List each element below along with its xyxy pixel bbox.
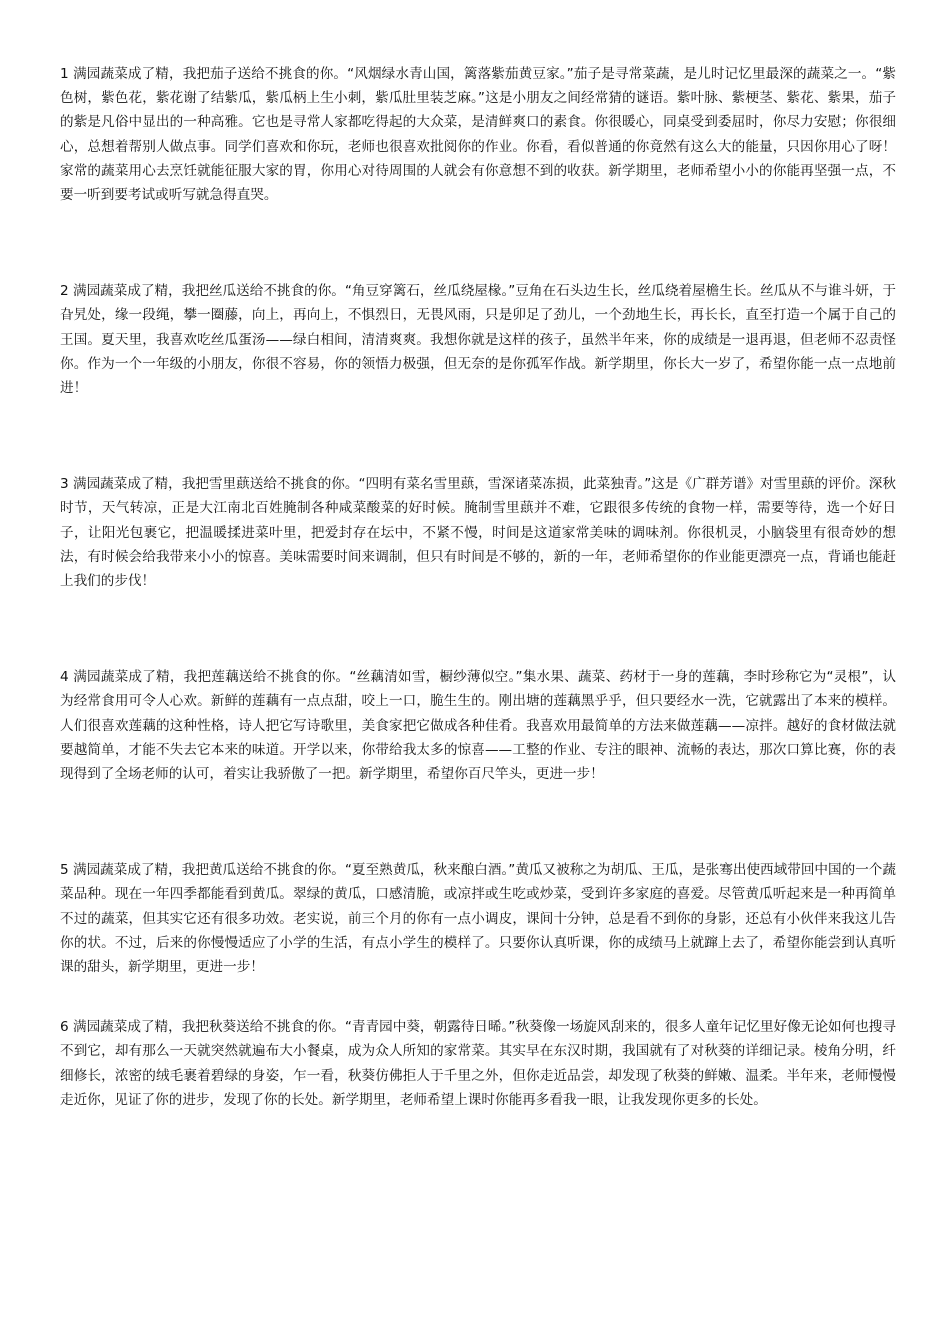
paragraph-3: [60, 472, 896, 593]
paragraph-5: [60, 858, 896, 979]
paragraph-number: 6: [60, 1019, 69, 1036]
paragraph-text: 满园蔬菜成了精，我把茄子送给不挑食的你。“风烟绿水青山国，篱落紫茄黄豆家。”茄子是寻常菜蔬，是儿时记忆里最深的蔬菜之一。“紫色树，紫色花，紫花谢了结紫瓜，紫瓜柄上生小刺，紫瓜肚里装芝麻。”这是小朋友之间经常猜的谜语。紫叶脉、紫梗茎、紫花、紫果，茄子的紫是凡俗中显出的一种高雅。它也是寻常人家都吃得起的大众菜，是清鲜爽口的素食。你很暖心，同桌受到委屈时，你尽力安慰；你很细心，总想着帮别人做点事。同学们喜欢和你玩，老师也很喜欢批阅你的作业。你看，看似普通的你竟然有这么大的能量，只因你用心了呀！家常的蔬菜用心去烹饪就能征服大家的胃，你用心对待周围的人就会有你意想不到的收获。新学期里，老师希望小小的你能再坚强一点，不要一听到要考试或听写就急得直哭。: [60, 66, 896, 204]
paragraph-6: [60, 1015, 896, 1112]
paragraph-number: 5: [60, 862, 69, 879]
paragraph-number: 4: [60, 669, 69, 686]
paragraph-4: [60, 665, 896, 786]
paragraph-text: 满园蔬菜成了精，我把秋葵送给不挑食的你。“青青园中葵，朝露待日晞。”秋葵像一场旋风刮来的，很多人童年记忆里好像无论如何也搜寻不到它，却有那么一天就突然就遍布大小餐桌，成为众人所知的家常菜。其实早在东汉时期，我国就有了对秋葵的详细记录。棱角分明，纤细修长，浓密的绒毛裹着碧绿的身姿，乍一看，秋葵仿佛拒人于千里之外，但你走近品尝，却发现了秋葵的鲜嫩、温柔。半年来，老师慢慢走近你，见证了你的进步，发现了你的长处。新学期里，老师希望上课时你能再多看我一眼，让我发现你更多的长处。: [60, 1019, 896, 1108]
paragraph-1: [60, 62, 896, 207]
paragraph-number: 1: [60, 66, 69, 82]
paragraph-text: 满园蔬菜成了精，我把黄瓜送给不挑食的你。“夏至熟黄瓜，秋来酿白酒。”黄瓜又被称之为胡瓜、王瓜，是张骞出使西域带回中国的一个蔬菜品种。现在一年四季都能看到黄瓜。翠绿的黄瓜，口感清脆，或凉拌或生吃或炒菜，受到许多家庭的喜爱。尽管黄瓜听起来是一种再简单不过的蔬菜，但其实它还有很多功效。老实说，前三个月的你有一点小调皮，课间十分钟，总是看不到你的身影，还总有小伙伴来我这儿告你的状。不过，后来的你慢慢适应了小学的生活，有点小学生的模样了。只要你认真听课，你的成绩马上就蹿上去了，希望你能尝到认真听课的甜头，新学期里，更进一步！: [60, 862, 896, 976]
paragraph-text: 满园蔬菜成了精，我把莲藕送给不挑食的你。“丝藕清如雪，橱纱薄似空。”集水果、蔬菜、药材于一身的莲藕，李时珍称它为“灵根”，认为经常食用可令人心欢。新鲜的莲藕有一点点甜，咬上一口，脆生生的。刚出塘的莲藕黑乎乎，但只要经水一洗，它就露出了本来的模样。人们很喜欢莲藕的这种性格，诗人把它写诗歌里，美食家把它做成各种佳肴。我喜欢用最简单的方法来做莲藕——凉拌。越好的食材做法就要越简单，才能不失去它本来的味道。开学以来，你带给我太多的惊喜——工整的作业、专注的眼神、流畅的表达，那次口算比赛，你的表现得到了全场老师的认可，着实让我骄傲了一把。新学期里，希望你百尺竿头，更进一步！: [60, 669, 896, 783]
paragraph-text: 满园蔬菜成了精，我把雪里蕻送给不挑食的你。“四明有菜名雪里蕻，雪深诸菜冻损，此菜独青。”这是《广群芳谱》对雪里蕻的评价。深秋时节，天气转凉，正是大江南北百姓腌制各种咸菜酸菜的好时候。腌制雪里蕻并不难，它跟很多传统的食物一样，需要等待，选一个好日子，让阳光包裹它，把温暖揉进菜叶里，把爱封存在坛中，不紧不慢，时间是这道家常美味的调味剂。你很机灵，小脑袋里有很奇妙的想法，有时候会给我带来小小的惊喜。美味需要时间来调制，但只有时间是不够的，新的一年，老师希望你的作业能更漂亮一点，背诵也能赶上我们的步伐！: [60, 476, 896, 590]
paragraph-number: 2: [60, 283, 69, 300]
paragraph-2: [60, 279, 896, 400]
paragraph-text: 满园蔬菜成了精，我把丝瓜送给不挑食的你。“角豆穿篱石，丝瓜绕屋椽。”豆角在石头边生长，丝瓜绕着屋檐生长。丝瓜从不与谁斗妍，于旮旯处，缘一段绳，攀一圈藤，向上，再向上，不惧烈日，无畏风雨，只是卯足了劲儿，一个劲地生长，再长长，直至打造一个属于自己的王国。夏天里，我喜欢吃丝瓜蛋汤——绿白相间，清清爽爽。我想你就是这样的孩子，虽然半年来，你的成绩是一退再退，但老师不忍责怪你。作为一个一年级的小朋友，你很不容易，你的领悟力极强，但无奈的是你孤军作战。新学期里，你长大一岁了，希望你能一点一点地前进！: [60, 283, 896, 397]
document-page: [60, 62, 896, 1112]
paragraph-number: 3: [60, 476, 69, 493]
